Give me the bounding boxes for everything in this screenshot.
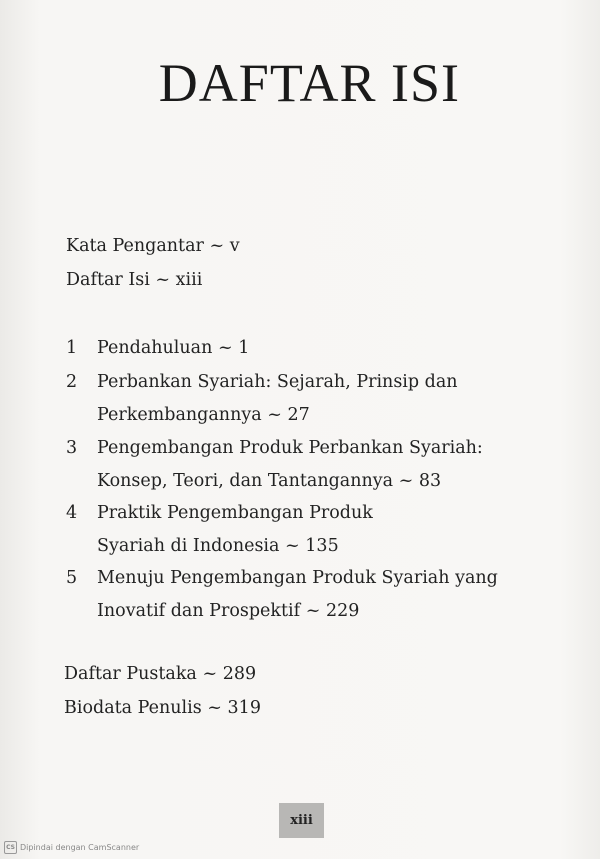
- entry-page: v: [229, 236, 240, 256]
- page-number: xiii: [290, 813, 313, 828]
- scanner-watermark: [4, 841, 139, 854]
- entry-separator: ~: [305, 601, 321, 621]
- scanner-text: Dipindai dengan CamScanner: [20, 843, 140, 852]
- page-title: DAFTAR ISI: [158, 53, 460, 113]
- entry-label: Biodata Penulis: [64, 698, 202, 718]
- chapter-title: Syariah di Indonesia: [97, 536, 280, 556]
- chapter-2-line-1: Perbankan Syariah: Sejarah, Prinsip dan: [97, 372, 458, 392]
- chapter-title: Perkembangannya: [97, 405, 262, 425]
- chapter-2-line-2: [97, 405, 310, 425]
- toc-entry-kata-pengantar: [66, 236, 240, 256]
- entry-separator: ~: [155, 270, 171, 290]
- toc-entry-daftar-isi: [66, 270, 202, 290]
- entry-page: xiii: [175, 270, 203, 290]
- entry-separator: ~: [217, 338, 233, 358]
- entry-page: 83: [418, 471, 442, 491]
- entry-separator: ~: [398, 471, 414, 491]
- entry-label: Daftar Isi: [66, 270, 150, 290]
- camscanner-icon: CS: [4, 841, 17, 854]
- entry-separator: ~: [209, 236, 225, 256]
- page-number-box: [279, 803, 324, 838]
- entry-label: Kata Pengantar: [66, 236, 204, 256]
- entry-separator: ~: [267, 405, 282, 425]
- entry-page: 229: [325, 601, 360, 621]
- entry-separator: ~: [285, 536, 300, 556]
- entry-separator: ~: [207, 698, 222, 718]
- chapter-5-line-2: [97, 601, 359, 621]
- chapter-number: 3: [66, 438, 78, 458]
- chapter-1-line-1: [97, 338, 249, 358]
- chapter-title: Konsep, Teori, dan Tantangannya: [97, 471, 394, 491]
- chapter-3-line-1: Pengembangan Produk Perbankan Syariah:: [97, 438, 483, 458]
- entry-page: 1: [238, 338, 250, 358]
- entry-page: 319: [227, 698, 261, 718]
- entry-label: Daftar Pustaka: [64, 664, 197, 684]
- entry-page: 135: [305, 536, 339, 556]
- chapter-number: 4: [66, 503, 78, 523]
- entry-page: 289: [222, 664, 257, 684]
- chapter-4-line-1: Praktik Pengembangan Produk: [97, 503, 373, 523]
- entry-page: 27: [287, 405, 310, 425]
- entry-separator: ~: [202, 664, 218, 684]
- chapter-number: 2: [66, 372, 78, 392]
- chapter-4-line-2: [97, 536, 339, 556]
- chapter-5-line-1: Menuju Pengembangan Produk Syariah yang: [97, 568, 498, 588]
- chapter-number: 5: [66, 568, 78, 588]
- chapter-number: 1: [66, 338, 78, 358]
- toc-entry-daftar-pustaka: [64, 664, 256, 684]
- chapter-3-line-2: [97, 471, 441, 491]
- toc-entry-biodata-penulis: [64, 698, 261, 718]
- chapter-title: Inovatif dan Prospektif: [97, 601, 301, 621]
- chapter-title: Pendahuluan: [97, 338, 213, 358]
